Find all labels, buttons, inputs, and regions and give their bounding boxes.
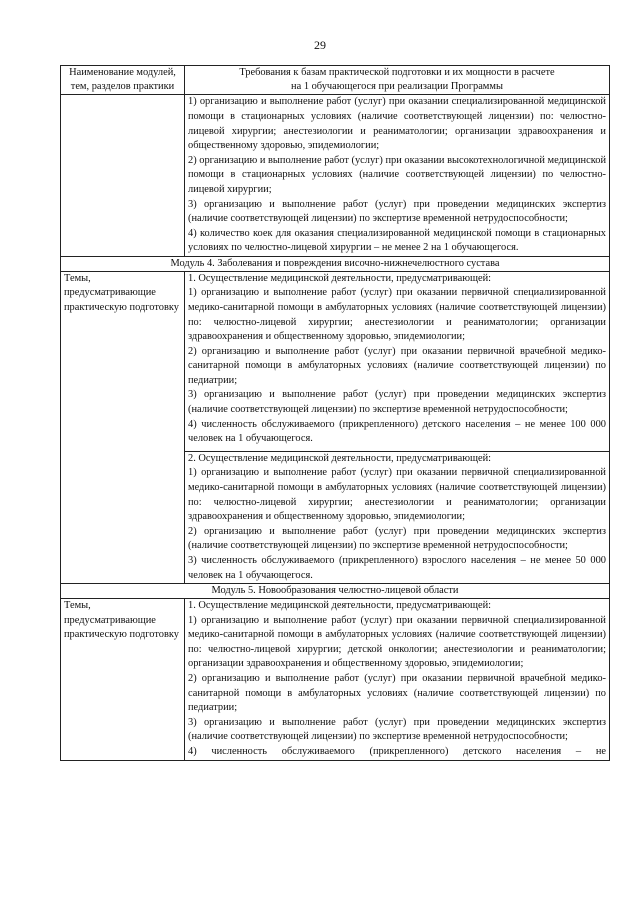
list-item: 3) организацию и выполнение работ (услуг) при проведении медицинских экспертиз (наличие соответствующей лицензии) по экспертизе временной нетрудоспособности; [188,198,606,225]
requirements-cell [185,451,610,583]
requirements-cell [185,95,610,257]
table-row [61,95,610,257]
header-requirements-column [185,66,610,95]
table-row [61,599,610,761]
module-title-row [61,584,610,599]
list-item: 3) организацию и выполнение работ (услуг) при проведении медицинских экспертиз (наличие соответствующей лицензии) по экспертизе временной нетрудоспособности; [188,389,606,416]
list-item: 3) численность обслуживаемого (прикрепленного) взрослого населения – не менее 50 000 человек на 1 обучающегося. [188,555,606,581]
requirements-cell [185,271,610,451]
list-item: 4) численность обслуживаемого (прикрепленного) детского населения – не менее 100 000 человек на 1 обучающегося. [188,418,606,445]
section-heading: 2. Осуществление медицинской деятельности, предусматривающей: [188,452,492,464]
list-item: 3) организацию и выполнение работ (услуг) при проведении медицинских экспертиз (наличие соответствующей лицензии) по экспертизе временной нетрудоспособности; [188,716,606,743]
table-header-row [61,66,610,95]
section-heading: 1. Осуществление медицинской деятельности, предусматривающей: [188,272,492,284]
module-title-row [61,256,610,271]
header-requirements-line2: на 1 обучающегося при реализации Программы [291,81,503,93]
list-item: 1) организацию и выполнение работ (услуг) при оказании первичной специализированной медико-санитарной помощи в амбулаторных условиях (наличие соответствующей лицензии) по: челюстно-лицевой хирургии; детской онкологии; анестезиологии и реаниматологии; организации здравоохранения и общественному здоровью, эпидемиологии; [188,614,606,670]
list-item: 2) организацию и выполнение работ (услуг) при оказании первичной врачебной медико-санитарной помощи в амбулаторных условиях (наличие соответствующей лицензии) по педиатрии; [188,672,606,714]
list-item: 2) организацию и выполнение работ (услуг) при оказании высокотехнологичной медицинской помощи в стационарных условиях (наличие соответствующей лицензии) по челюстно-лицевой хирургии; [188,154,606,195]
list-item: 2) организацию и выполнение работ (услуг) при проведении медицинских экспертиз (наличие соответствующей лицензии) по экспертизе временной нетрудоспособности; [188,525,606,552]
list-item: 1) организацию и выполнение работ (услуг) при оказании первичной специализированной медико-санитарной помощи в амбулаторных условиях (наличие соответствующей лицензии) по: челюстно-лицевой хирургии; анестезиологии и реаниматологии; организации здравоохранения и общественному здоровью, эпидемиологии; [188,467,606,523]
practice-bases-table [60,65,610,761]
list-item: 4) количество коек для оказания специализированной медицинской помощи в стационарных условиях по челюстно-лицевой хирургии – не менее 2 на 1 обучающегося. [188,227,606,254]
header-requirements-line1: Требования к базам практической подготовки и их мощности в расчете [239,67,555,78]
header-modules-column: Наименование модулей, тем, разделов практики [61,66,185,95]
topics-label: Темы, предусматривающие практическую подготовку [61,271,185,583]
requirements-cell [185,599,610,761]
module-5-title: Модуль 5. Новообразования челюстно-лицевой области [61,584,610,599]
topics-label: Темы, предусматривающие практическую подготовку [61,599,185,761]
list-item: 1) организацию и выполнение работ (услуг) при оказании первичной специализированной медико-санитарной помощи в амбулаторных условиях (наличие соответствующей лицензии) по: челюстно-лицевой хирургии; анестезиологии и реаниматологии; организации здравоохранения и общественному здоровью, эпидемиологии; [188,287,606,343]
list-item: 4) численность обслуживаемого (прикрепленного) детского населения – не [188,745,606,757]
module-4-title: Модуль 4. Заболевания и повреждения височно-нижнечелюстного сустава [61,256,610,271]
section-heading: 1. Осуществление медицинской деятельности, предусматривающей: [188,600,492,611]
list-item: 2) организацию и выполнение работ (услуг) при оказании первичной врачебной медико-санитарной помощи в амбулаторных условиях (наличие соответствующей лицензии) по педиатрии; [188,345,606,386]
page-number: 29 [314,38,326,52]
list-item: 1) организацию и выполнение работ (услуг) при оказании специализированной медицинской помощи в стационарных условиях (наличие соответствующей лицензии) по: челюстно-лицевой хирургии; анестезиологии и реаниматологии; организации здравоохранения и общественному здоровью, эпидемиологии; [188,96,606,152]
empty-cell [61,95,185,257]
table-row [61,271,610,451]
